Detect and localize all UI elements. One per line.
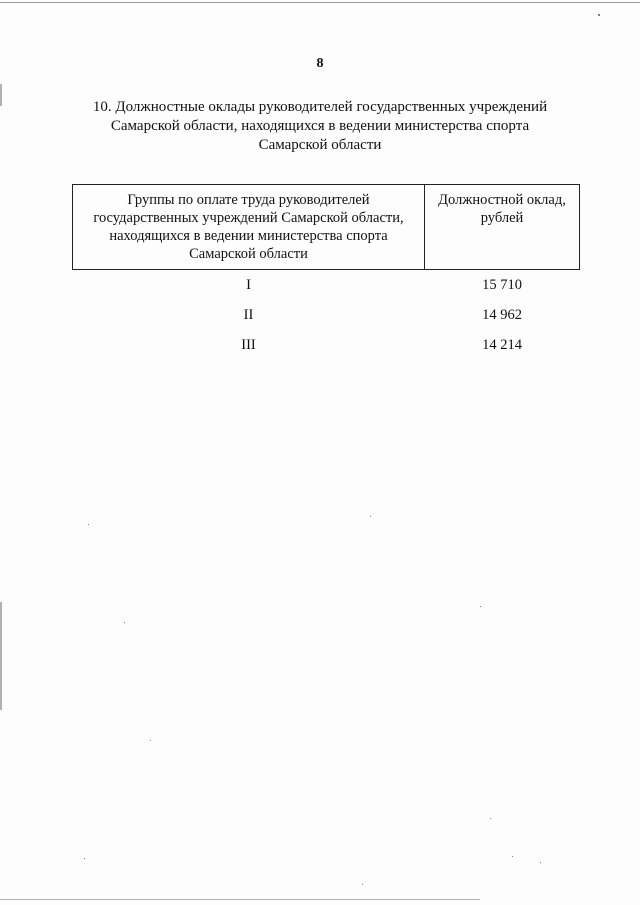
scan-speck	[124, 622, 125, 623]
cell-salary: 15 710	[482, 277, 522, 293]
column-header-line: рублей	[480, 210, 524, 226]
scan-bottom-edge	[0, 899, 480, 900]
table-body	[73, 270, 580, 361]
scan-speck	[512, 856, 513, 857]
column-header-line: находящихся в ведении министерства спорта	[109, 228, 388, 244]
cell-salary: 14 962	[482, 307, 522, 323]
cell-group: I	[246, 277, 251, 293]
column-header-line: государственных учреждений Самарской области,	[93, 210, 404, 226]
heading-line: Самарской области, находящихся в ведении министерства спорта	[110, 118, 530, 134]
heading-line: 10. Должностные оклады руководителей государственных учреждений	[92, 99, 548, 115]
scan-speck	[540, 862, 541, 863]
column-header-line: Должностной оклад,	[438, 192, 566, 208]
cell-group: II	[243, 307, 254, 323]
scan-speck	[362, 884, 363, 885]
scan-left-edge-mark	[0, 602, 2, 710]
scan-speck	[490, 818, 491, 819]
table-row	[73, 330, 580, 360]
cell-group: III	[241, 337, 256, 353]
cell-salary: 14 214	[482, 337, 522, 353]
page-number: 8	[316, 56, 324, 71]
scan-speck	[150, 740, 151, 741]
column-header-salary	[425, 185, 580, 270]
table-header	[73, 185, 580, 270]
heading-line: Самарской области	[258, 137, 382, 153]
scan-top-edge	[0, 2, 640, 3]
scan-speck	[370, 516, 371, 517]
column-header-line: Группы по оплате труда руководителей	[127, 192, 370, 208]
column-header-line: Самарской области	[189, 246, 308, 262]
column-header-group	[73, 185, 425, 270]
scan-speck	[88, 524, 89, 525]
section-heading	[60, 98, 580, 155]
scan-speck	[480, 606, 481, 607]
scan-left-edge-mark	[0, 84, 2, 106]
table-row	[73, 300, 580, 330]
table-header-row	[73, 185, 580, 270]
scan-speck	[598, 14, 600, 16]
salary-table	[72, 184, 580, 360]
scan-speck	[84, 858, 85, 859]
table-row	[73, 270, 580, 301]
